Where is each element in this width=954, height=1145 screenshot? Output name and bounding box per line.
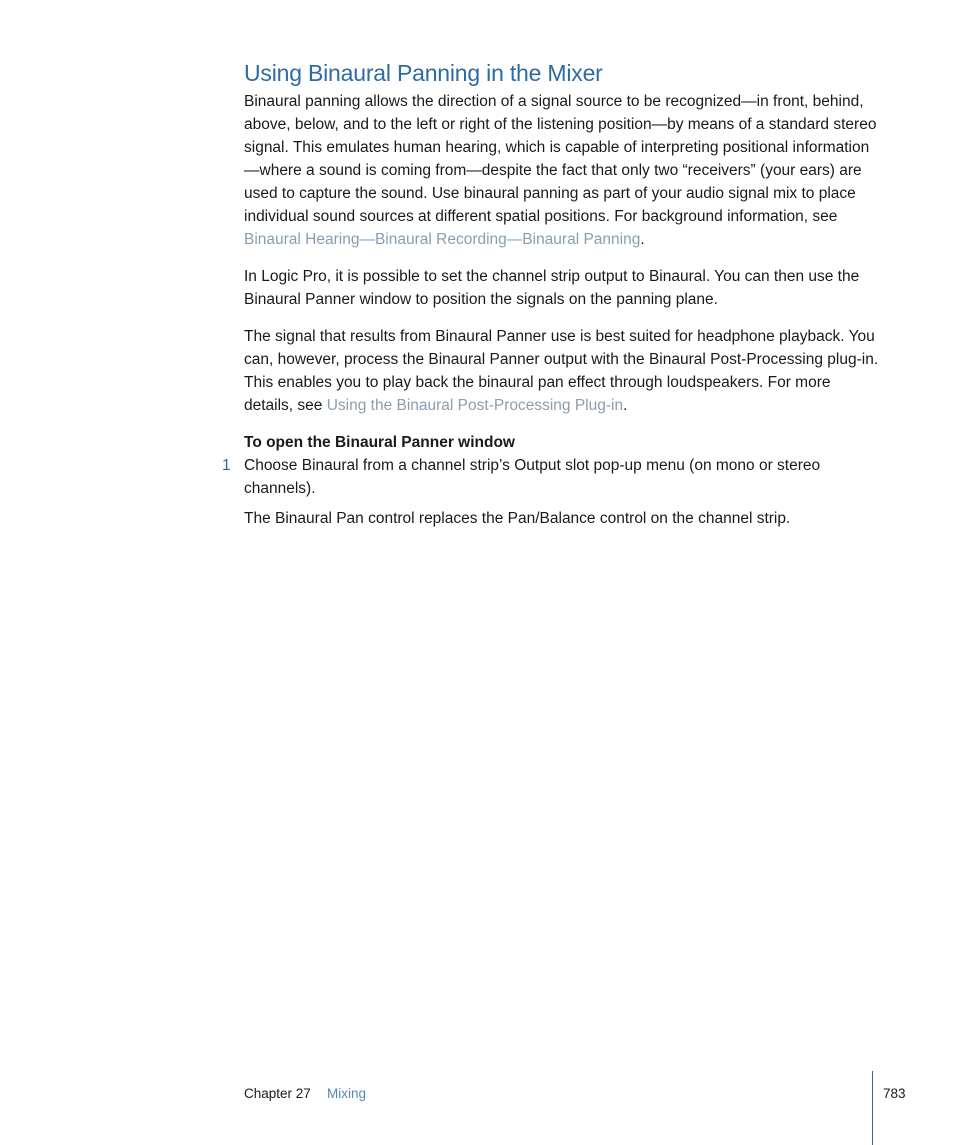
page-number: 783: [883, 1086, 906, 1101]
section-heading: Using Binaural Panning in the Mixer: [244, 60, 603, 86]
headphone-paragraph: [244, 325, 880, 417]
footer-section-link[interactable]: Mixing: [327, 1086, 367, 1101]
intro-paragraph: [244, 90, 880, 251]
footer-chapter: Chapter 27: [244, 1086, 311, 1101]
step-result: The Binaural Pan control replaces the Pan/Balance control on the channel strip.: [244, 510, 791, 527]
intro-period: .: [640, 231, 645, 248]
intro-text: Binaural panning allows the direction of a signal source to be recognized—in front, behind, above, below, and to the left or right of the listening position—by means of a standard stereo signal. This emulates human hearing, which is capable of interpreting positional information—where a sound is coming from—despite the fact that only two “receivers” (your ears) are used to capture the sound. Use binaural panning as part of your audio signal mix to place individual sound sources at different spatial positions. For background information, see: [244, 93, 877, 225]
binaural-hearing-link[interactable]: Binaural Hearing—Binaural Recording—Binaural Panning: [244, 231, 641, 248]
footer-divider: [872, 1071, 873, 1145]
headphone-period: .: [623, 397, 628, 414]
step-number: 1: [222, 457, 231, 474]
task-heading: To open the Binaural Panner window: [244, 434, 515, 451]
step-text: Choose Binaural from a channel strip’s Output slot pop-up menu (on mono or stereo channels).: [244, 457, 821, 497]
headphone-text: The signal that results from Binaural Panner use is best suited for headphone playback. You can, however, process the Binaural Panner output with the Binaural Post-Processing plug-in. This enables you to play back the binaural pan effect through loudspeakers. For more details, see: [244, 328, 879, 414]
logic-pro-paragraph: In Logic Pro, it is possible to set the channel strip output to Binaural. You can then use the Binaural Panner window to position the signals on the panning plane.: [244, 268, 860, 308]
post-processing-link[interactable]: Using the Binaural Post-Processing Plug-in: [326, 397, 624, 414]
